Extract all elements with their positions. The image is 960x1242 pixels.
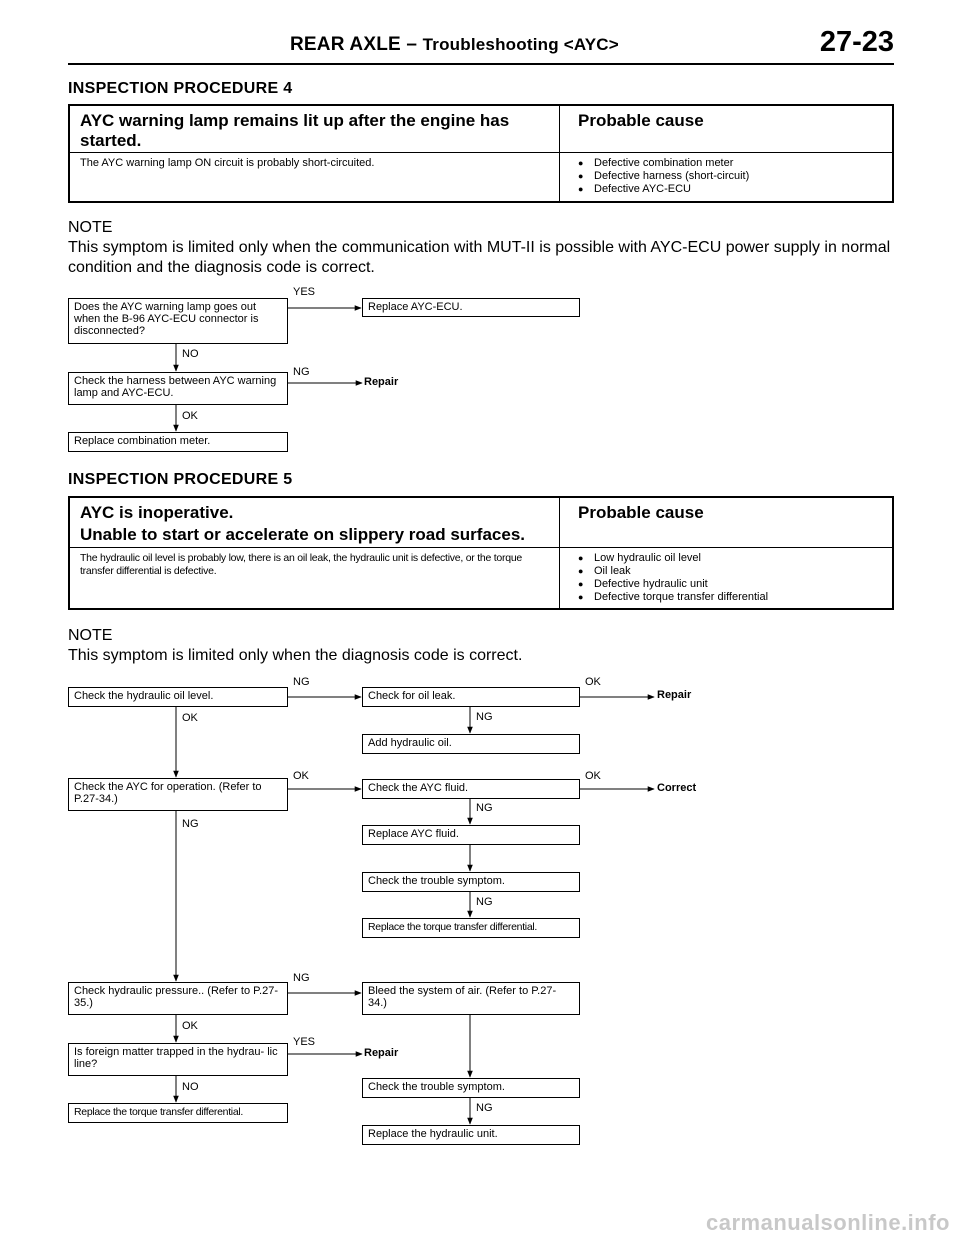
p5-symptom-1-ng-label: NG bbox=[476, 896, 493, 908]
p5-check-ayc-operation-box: Check the AYC for operation. (Refer to P.27-34.) bbox=[68, 778, 288, 811]
proc5-symptom-line1: AYC is inoperative. bbox=[80, 503, 234, 522]
proc4-cause-item: ● Defective AYC-ECU bbox=[578, 183, 874, 196]
section-subtitle: Troubleshooting <AYC> bbox=[422, 35, 619, 54]
proc5-probable-cause-heading: Probable cause bbox=[578, 503, 704, 522]
proc4-cause-item: ● Defective combination meter bbox=[578, 157, 874, 170]
p4-step3-box: Replace combination meter. bbox=[68, 432, 288, 452]
p4-no-label: NO bbox=[182, 348, 199, 360]
p5-pressure-ng-label: NG bbox=[293, 972, 310, 984]
p4-yes-label: YES bbox=[293, 286, 316, 298]
proc4-note-label: NOTE bbox=[68, 219, 113, 236]
p5-oil-level-ok-label: OK bbox=[182, 712, 198, 724]
p5-check-symptom-2-box: Check the trouble symptom. bbox=[362, 1078, 580, 1098]
section-title: REAR AXLE bbox=[290, 34, 401, 55]
proc4-probable-cause-heading: Probable cause bbox=[578, 111, 704, 130]
p5-foreign-matter-box: Is foreign matter trapped in the hydrau- lic line? bbox=[68, 1043, 288, 1076]
p5-check-fluid-box: Check the AYC fluid. bbox=[362, 779, 580, 799]
p5-operation-ng-label: NG bbox=[182, 818, 199, 830]
watermark: carmanualsonline.info bbox=[706, 1210, 950, 1235]
p4-ng-label: NG bbox=[293, 366, 310, 378]
p5-operation-ok-label: OK bbox=[293, 770, 309, 782]
p5-add-oil-box: Add hydraulic oil. bbox=[362, 734, 580, 754]
p5-replace-ttd-1-box: Replace the torque transfer differential. bbox=[362, 918, 580, 938]
p5-check-pressure-box: Check hydraulic pressure.. (Refer to P.27-35.) bbox=[68, 982, 288, 1015]
proc5-cause-item: ● Low hydraulic oil level bbox=[578, 552, 874, 565]
p4-step1-box: Does the AYC warning lamp goes out when the B-96 AYC-ECU connector is disconnected? bbox=[68, 298, 288, 344]
p5-replace-hydraulic-unit-box: Replace the hydraulic unit. bbox=[362, 1125, 580, 1145]
p5-correct-label: Correct bbox=[657, 782, 697, 794]
p5-bleed-air-box: Bleed the system of air. (Refer to P.27-34.) bbox=[362, 982, 580, 1015]
proc4-symptom: AYC warning lamp remains lit up after the engine has started. bbox=[70, 106, 560, 152]
proc5-heading: INSPECTION PROCEDURE 5 bbox=[68, 471, 293, 488]
proc4-heading: INSPECTION PROCEDURE 4 bbox=[68, 80, 293, 97]
p5-oil-level-ng-label: NG bbox=[293, 676, 310, 688]
proc5-note-text: This symptom is limited only when the diagnosis code is correct. bbox=[68, 647, 523, 664]
p5-check-symptom-1-box: Check the trouble symptom. bbox=[362, 872, 580, 892]
p5-pressure-ok-label: OK bbox=[182, 1020, 198, 1032]
title-dash: – bbox=[406, 34, 418, 55]
proc5-cause-item: ● Defective torque transfer differential bbox=[578, 591, 874, 604]
p5-foreign-no-label: NO bbox=[182, 1081, 199, 1093]
p5-check-oil-leak-box: Check for oil leak. bbox=[362, 687, 580, 707]
p5-replace-fluid-box: Replace AYC fluid. bbox=[362, 825, 580, 845]
proc5-cause-item: ● Defective hydraulic unit bbox=[578, 578, 874, 591]
p5-replace-ttd-2-box: Replace the torque transfer differential. bbox=[68, 1103, 288, 1123]
p5-fluid-ng-label: NG bbox=[476, 802, 493, 814]
proc5-note-label: NOTE bbox=[68, 627, 113, 644]
p5-oil-leak-ng-label: NG bbox=[476, 711, 493, 723]
p4-ok-label: OK bbox=[182, 410, 198, 422]
p4-repair-label: Repair bbox=[364, 376, 399, 388]
p4-step2-box: Check the harness between AYC warning lamp and AYC-ECU. bbox=[68, 372, 288, 405]
p5-foreign-yes-label: YES bbox=[293, 1036, 316, 1048]
p5-symptom-2-ng-label: NG bbox=[476, 1102, 493, 1114]
proc4-cause-item: ● Defective harness (short-circuit) bbox=[578, 170, 874, 183]
p5-oil-leak-repair-label: Repair bbox=[657, 689, 692, 701]
proc4-note-text: This symptom is limited only when the communication with MUT-II is possible with AYC-ECU power supply in normal condition and the diagnosis code is correct. bbox=[68, 239, 891, 276]
proc5-comment: The hydraulic oil level is probably low, there is an oil leak, the hydraulic unit is defective, or the torque transfer differential is defective. bbox=[70, 548, 560, 608]
proc4-comment: The AYC warning lamp ON circuit is probably short-circuited. bbox=[70, 153, 560, 201]
proc5-symptom-line2: Unable to start or accelerate on slippery road surfaces. bbox=[80, 525, 525, 544]
p5-check-oil-level-box: Check the hydraulic oil level. bbox=[68, 687, 288, 707]
proc5-cause-item: ● Oil leak bbox=[578, 565, 874, 578]
p5-foreign-repair-label: Repair bbox=[364, 1047, 399, 1059]
page-number: 27-23 bbox=[819, 26, 894, 58]
p4-replace-ecu-box: Replace AYC-ECU. bbox=[362, 298, 580, 317]
p5-fluid-ok-label: OK bbox=[585, 770, 601, 782]
p5-oil-leak-ok-label: OK bbox=[585, 676, 601, 688]
